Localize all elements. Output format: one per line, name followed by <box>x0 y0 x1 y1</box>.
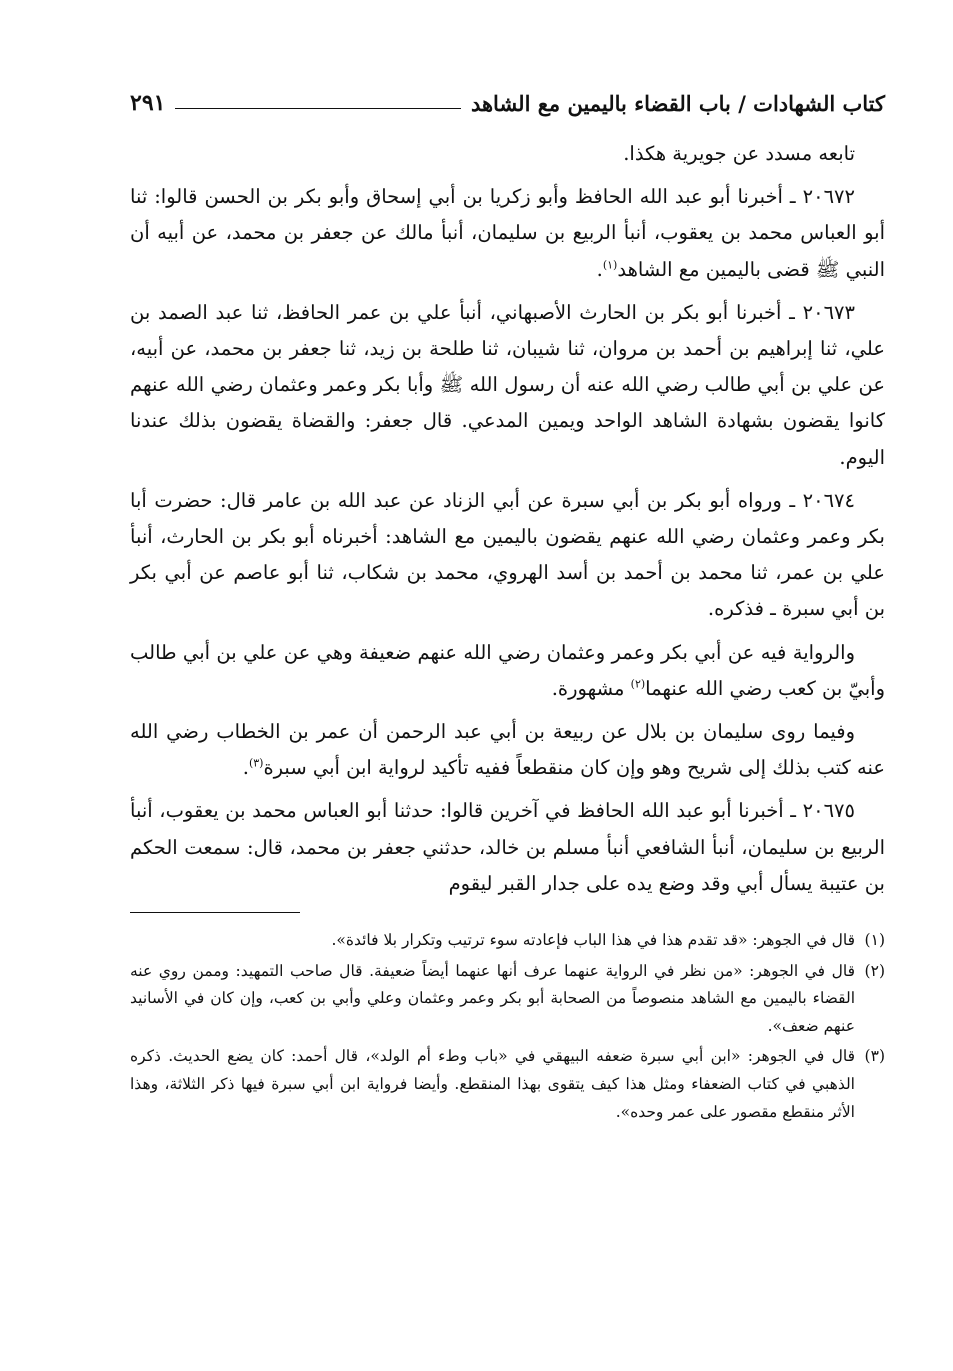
footnote-3: (٣)قال في الجوهر: «ابن أبي سبرة ضعفه البيهقي في «باب وطء أم الولد»، قال أحمد: كان يضع الحديث. ذكره الذهبي في كتاب الضعفاء ومثل هذا كيف يتقوى بهذا المنقطع. وأيضا فرواية ابن أبي سبرة فيها ذكر الثلاثة، وهذا الأثر منقطع مقصور على عمر وحده». <box>130 1047 885 1121</box>
commentary-paragraph: والرواية فيه عن أبي بكر وعمر وعثمان رضي الله عنهم ضعيفة وهي عن علي بن أبي طالب وأبيّ بن كعب رضي الله عنهما$^{(٢)}$ مشهورة. <box>130 640 885 700</box>
main-text <box>130 136 885 902</box>
hadith-20674: ٢٠٦٧٤ ـ ورواه أبو بكر بن أبي سبرة عن أبي الزناد عن عبد الله بن عامر قال: حضرت أبا بكر وعمر وعثمان رضي الله عنهم يقضون باليمين مع الشاهد: أخبرناه أبو بكر بن الحارث، أنبأ علي بن عمر، ثنا محمد بن أحمد بن أسد الهروي، محمد بن شكاب، ثنا أبو عاصم عن أبي بكر بن أبي سبرة ـ فذكره. <box>130 488 885 621</box>
footnote-separator <box>130 912 300 913</box>
paragraph: تابعه مسدد عن جويرية هكذا. <box>623 142 855 165</box>
footnote-ref-2[interactable]: (٢) <box>630 677 646 691</box>
hadith-20673: ٢٠٦٧٣ ـ أخبرنا أبو بكر بن الحارث الأصبهاني، أنبأ علي بن عمر الحافظ، ثنا عبد الصمد بن علي، ثنا إبراهيم بن أحمد بن مروان، ثنا شيبان، ثنا طلحة بن زيد، ثنا جعفر بن محمد، عن أبيه، عن علي بن أبي طالب رضي الله عنه أن رسول الله ﷺ وأبا بكر وعمر وعثمان رضي الله عنهم كانوا يقضون بشهادة الشاهد الواحد ويمين المدعي. قال جعفر: والقضاة يقضون بذلك عندنا اليوم. <box>130 300 885 469</box>
chapter-title: كتاب الشهادات / باب القضاء باليمين مع الشاهد <box>470 91 885 116</box>
commentary-paragraph: وفيما روى سليمان بن بلال عن ربيعة بن أبي عبد الرحمن أن عمر بن الخطاب رضي الله عنه كتب بذلك إلى شريح وهو وإن كان منقطعاً ففيه تأكيد لرواية ابن أبي سبرة$^{(٣)}$. <box>130 720 885 780</box>
book-page <box>130 82 885 1129</box>
footnote-2: (٢)قال في الجوهر: «من نظر في الرواية عنهما عرف أنها عنهما أيضاً ضعيفة. قال صاحب التمهيد: وممن روي عنه القضاء باليمين مع الشاهد منصوصاً من الصحابة أبو بكر وعمر وعثمان وعلي وأبي بن كعب، وإن كان في الأسانيد عنهم ضعف». <box>130 961 885 1035</box>
hadith-20675: ٢٠٦٧٥ ـ أخبرنا أبو عبد الله الحافظ في آخرين قالوا: حدثنا أبو العباس محمد بن يعقوب، أنبأ الربيع بن سليمان، أنبأ الشافعي أنبأ مسلم بن خالد، حدثني جعفر بن محمد، قال: سمعت الحكم بن عتيبة يسأل أبي وقد وضع يده على جدار القبر ليقوم <box>130 799 885 895</box>
hadith-20672: ٢٠٦٧٢ ـ أخبرنا أبو عبد الله الحافظ وأبو زكريا بن أبي إسحاق وأبو بكر بن الحسن قالوا: ثنا أبو العباس محمد بن يعقوب، أنبأ الربيع بن سليمان، أنبأ مالك عن جعفر بن محمد، عن أبيه أن النبي ﷺ قضى باليمين مع الشاهد$^{(١)}$. <box>130 185 885 281</box>
footnote-ref-3[interactable]: (٣) <box>248 756 264 770</box>
footnote-ref-1[interactable]: (١) <box>602 258 618 272</box>
running-header <box>130 82 885 116</box>
header-rule <box>175 108 461 109</box>
footnotes <box>130 927 885 1126</box>
page-number: ٢٩١ <box>130 90 166 116</box>
footnote-1: (١)قال في الجوهر: «قد تقدم هذا في هذا الباب فإعادته سوء ترتيب وتكرار بلا فائدة». <box>331 931 885 950</box>
